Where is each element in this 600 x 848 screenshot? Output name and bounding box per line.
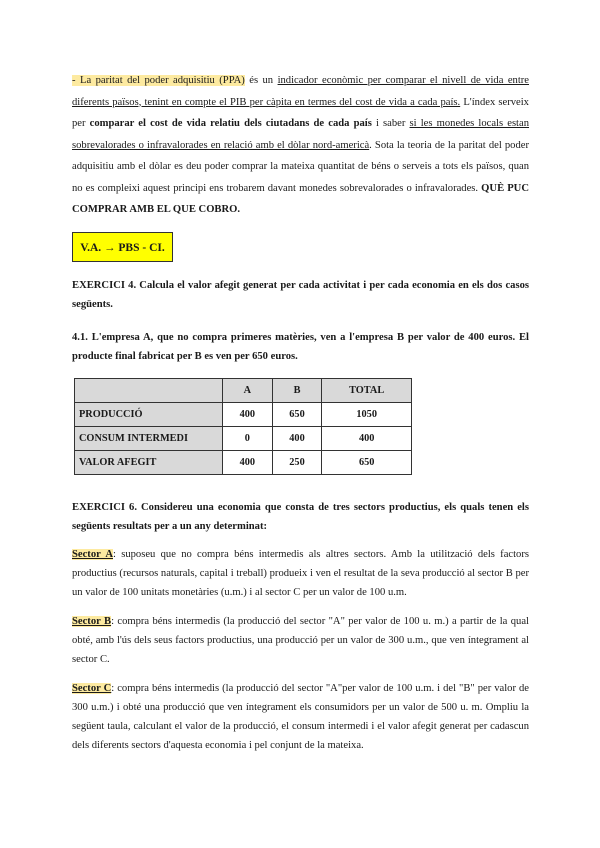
sector-c-paragraph <box>72 679 529 755</box>
table-row <box>75 403 412 427</box>
sector-b-text: : compra béns intermedis (la producció del sector "A" per valor de 100 u. m.) a partir de la qual obté, amb l'ús dels seus factors productius, una producció per un valor de 300 u.m., que ven íntegrament al sector C. <box>72 616 529 665</box>
table-header-cell: TOTAL <box>322 379 412 403</box>
table-header-cell: A <box>223 379 273 403</box>
table-cell: 400 <box>223 451 273 475</box>
table-cell: 250 <box>272 451 322 475</box>
row-label: CONSUM INTERMEDI <box>75 427 223 451</box>
ppa-lead-highlight: - La paritat del poder adquisitiu (PPA) <box>72 75 245 86</box>
row-label: VALOR AFEGIT <box>75 451 223 475</box>
table-header-cell: B <box>272 379 322 403</box>
sector-a-text: : suposeu que no compra béns intermedis als altres sectors. Amb la utilització dels factors productius (recursos naturals, capital i treball) produeix i ven el resultat de la seva producció al sector B per un valor de 100 unitats monetàries (u.m.) i al sector C per un valor de 100 u.m. <box>72 549 529 598</box>
ppa-text-1: és un <box>244 75 278 86</box>
exercise4-subheading: 4.1. L'empresa A, que no compra primeres matèries, ven a l'empresa B per valor de 400 euros. El producte final fabricat per B es ven per 650 euros. <box>72 332 529 362</box>
table-cell: 400 <box>272 427 322 451</box>
sector-c-label: Sector C <box>72 683 112 694</box>
table-cell: 0 <box>223 427 273 451</box>
row-label: PRODUCCIÓ <box>75 403 223 427</box>
table-header-row <box>75 379 412 403</box>
ppa-text-2: L'índex serveix per <box>72 96 529 129</box>
formula-box: V.A. → PBS - CI. <box>72 232 173 262</box>
exercise4-heading: EXERCICI 4. Calcula el valor afegit generat per cada activitat i per cada economia en els dos casos següents. <box>72 280 529 310</box>
value-added-table <box>74 378 412 475</box>
table-header-cell <box>75 379 223 403</box>
sector-c-text: : compra béns intermedis (la producció del sector "A"per valor de 100 u.m. i del "B" per valor de 300 u.m.) i obté una producció que ven íntegrament els consumidors per un valor de 500 u. m. Ompliu la següent taula, calculant el valor de la producció, el consum intermedi i el valor afegit generat per cadascun dels diferents sectors d'aquesta economia i pel conjunt de la mateixa. <box>72 683 529 751</box>
ppa-bold-2: QUÈ PUC COMPRAR AMB EL QUE COBRO. <box>72 182 529 215</box>
table-cell: 650 <box>272 403 322 427</box>
exercise6-heading: EXERCICI 6. Considereu una economia que consta de tres sectors productius, els quals tenen els següents resultats per a un any determinat: <box>72 502 529 532</box>
sector-b-paragraph <box>72 612 529 669</box>
table-row <box>75 451 412 475</box>
table-cell: 400 <box>223 403 273 427</box>
table-row <box>75 427 412 451</box>
table-cell: 400 <box>322 427 412 451</box>
sector-a-paragraph <box>72 545 529 602</box>
table-cell: 650 <box>322 451 412 475</box>
table-cell: 1050 <box>322 403 412 427</box>
ppa-paragraph <box>72 70 529 221</box>
ppa-underline-2: si les monedes locals estan sobrevalorades o infravalorades en relació amb el dòlar nord-americà <box>72 118 530 151</box>
ppa-bold-1: comparar el cost de vida relatiu dels ciutadans de cada país <box>89 118 372 129</box>
ppa-text-4: . Sota la teoria de la paritat del poder adquisitiu amb el dòlar es deu poder comprar la mateixa quantitat de béns o serveis a tots els països, quan no es compleixi aquest principi ens trobarem davant monedes sobrevalorades o infravalorades. <box>72 139 529 194</box>
sector-a-label: Sector A <box>72 549 113 560</box>
ppa-text-3: i saber <box>371 118 410 129</box>
ppa-underline-1: indicador econòmic per comparar el nivell de vida entre diferents països, tenint en compte el PIB per càpita en termes del cost de vida a cada país. <box>72 75 530 108</box>
sector-b-label: Sector B <box>72 616 112 627</box>
